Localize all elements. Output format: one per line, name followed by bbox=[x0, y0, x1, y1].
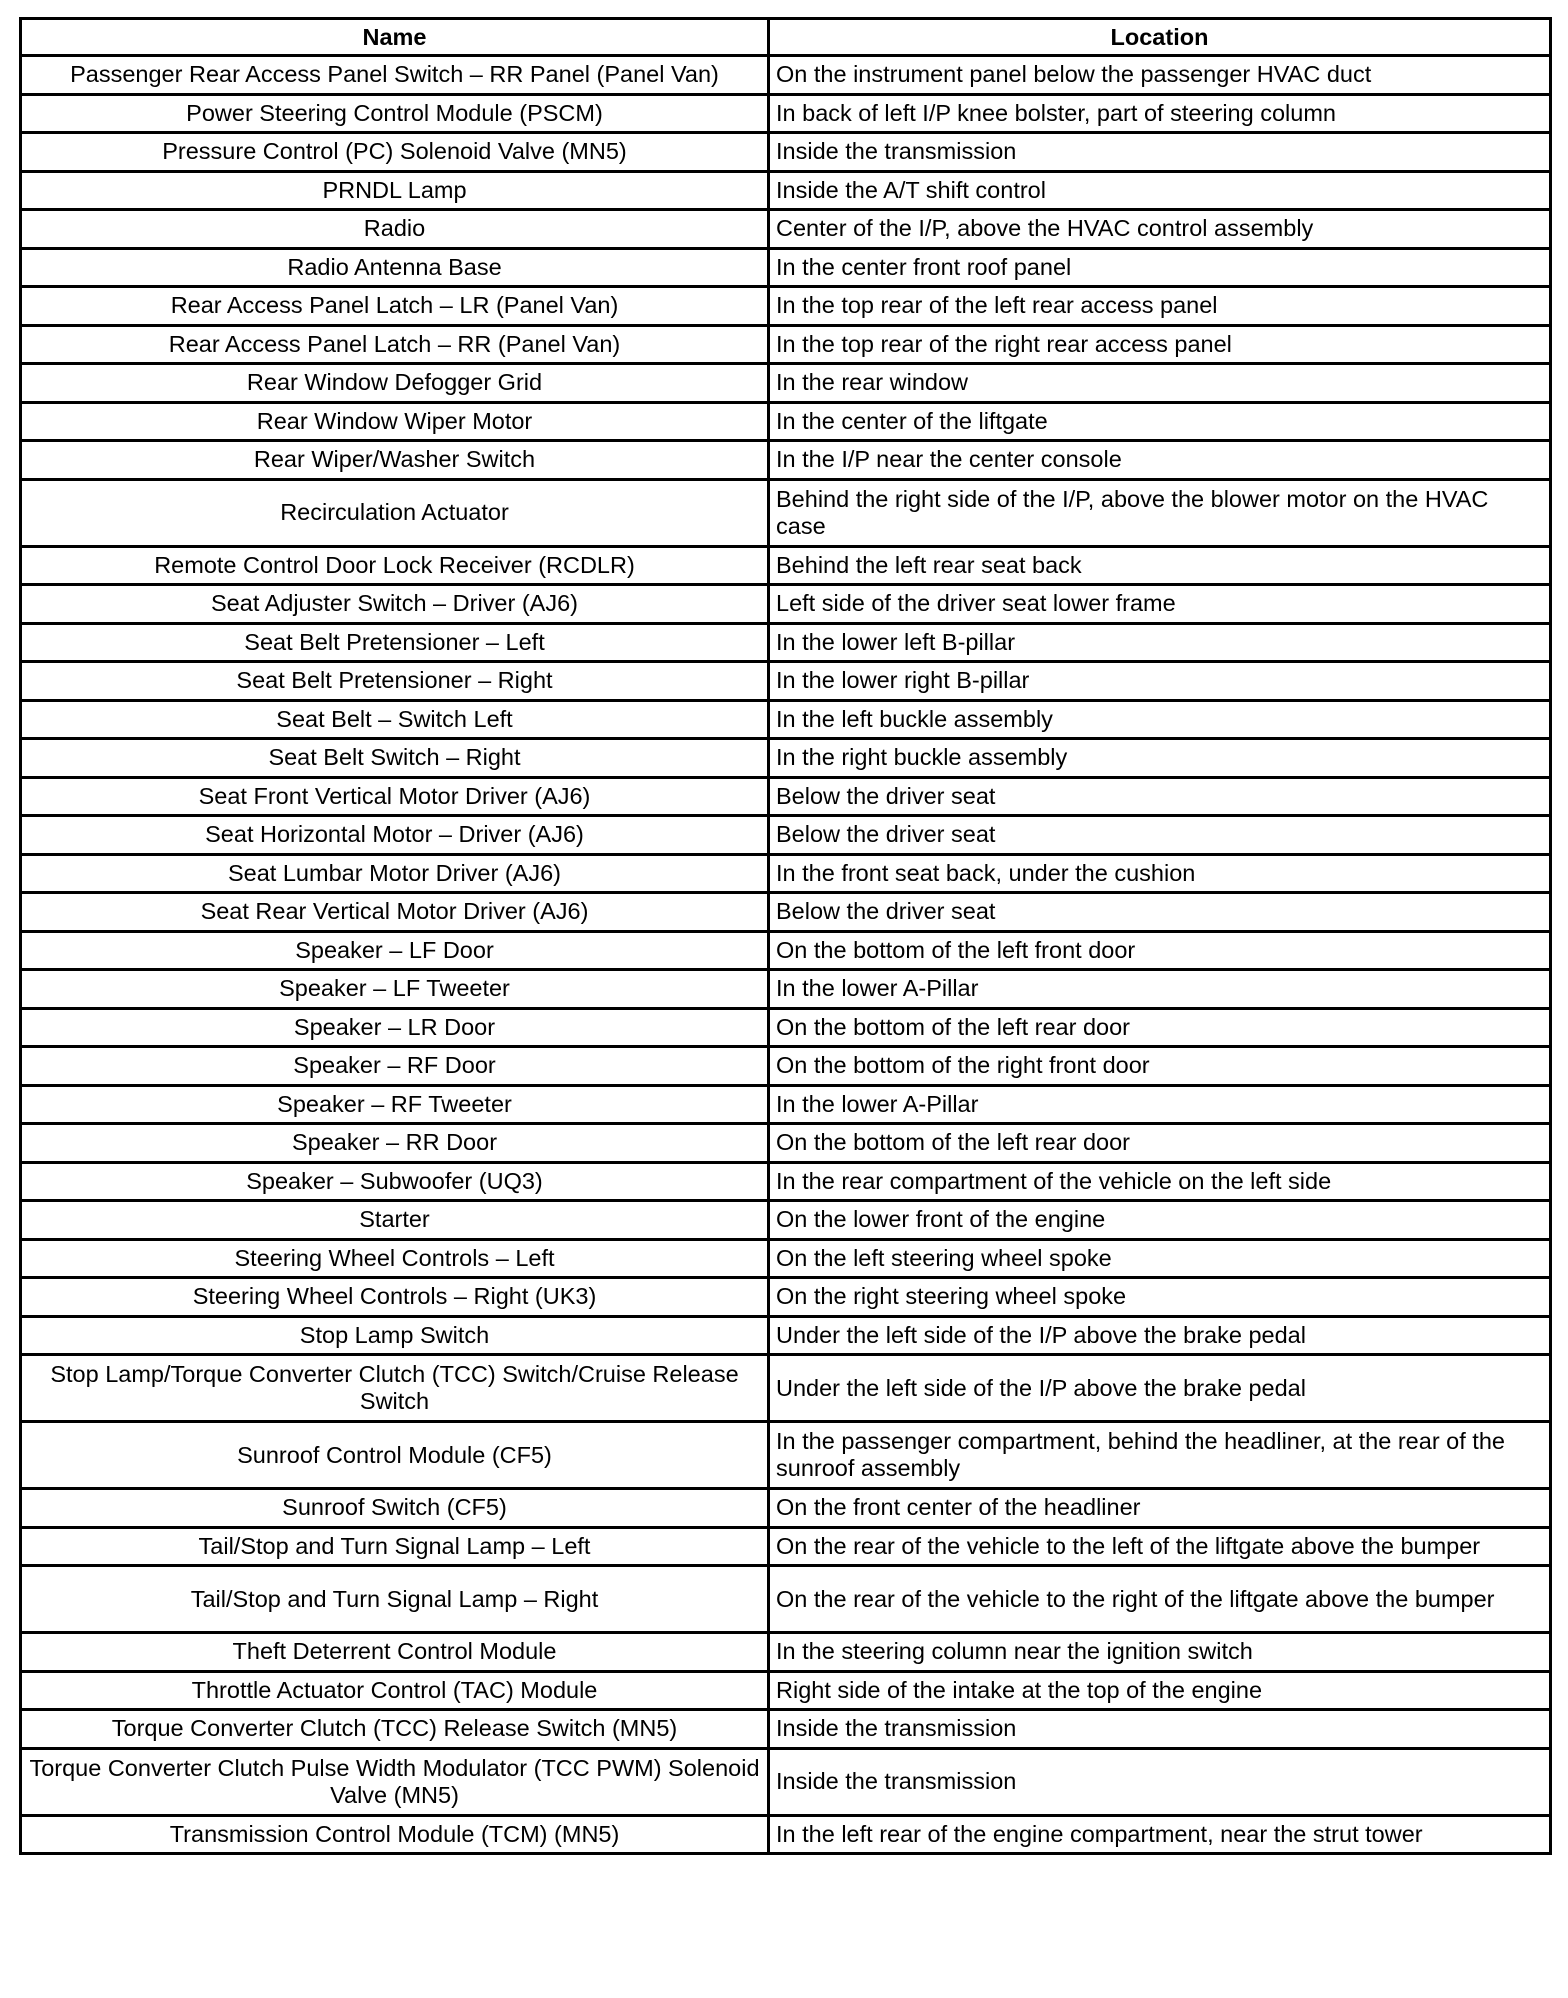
cell-name: Power Steering Control Module (PSCM) bbox=[21, 94, 769, 133]
cell-location: In the left buckle assembly bbox=[769, 700, 1551, 739]
cell-name: Speaker – LF Door bbox=[21, 931, 769, 970]
cell-name: Rear Window Wiper Motor bbox=[21, 402, 769, 441]
cell-name: Passenger Rear Access Panel Switch – RR Panel (Panel Van) bbox=[21, 56, 769, 95]
table-row bbox=[21, 1422, 1551, 1489]
cell-location: Center of the I/P, above the HVAC control assembly bbox=[769, 210, 1551, 249]
cell-name: Seat Adjuster Switch – Driver (AJ6) bbox=[21, 585, 769, 624]
cell-name: Tail/Stop and Turn Signal Lamp – Left bbox=[21, 1527, 769, 1566]
table-row bbox=[21, 325, 1551, 364]
table-row bbox=[21, 816, 1551, 855]
table-row bbox=[21, 777, 1551, 816]
table-row bbox=[21, 210, 1551, 249]
table-row bbox=[21, 248, 1551, 287]
cell-name: Seat Horizontal Motor – Driver (AJ6) bbox=[21, 816, 769, 855]
cell-location: In the lower A-Pillar bbox=[769, 970, 1551, 1009]
cell-location: Left side of the driver seat lower frame bbox=[769, 585, 1551, 624]
cell-name: Recirculation Actuator bbox=[21, 479, 769, 546]
cell-location: On the front center of the headliner bbox=[769, 1489, 1551, 1528]
table-row bbox=[21, 364, 1551, 403]
cell-location: In the right buckle assembly bbox=[769, 739, 1551, 778]
table-row bbox=[21, 931, 1551, 970]
table-row bbox=[21, 402, 1551, 441]
cell-location: In the top rear of the right rear access panel bbox=[769, 325, 1551, 364]
table-row bbox=[21, 546, 1551, 585]
cell-location: In the steering column near the ignition switch bbox=[769, 1633, 1551, 1672]
cell-name: Rear Access Panel Latch – RR (Panel Van) bbox=[21, 325, 769, 364]
table-row bbox=[21, 1278, 1551, 1317]
table-body bbox=[21, 56, 1551, 1854]
cell-location: In the lower right B-pillar bbox=[769, 662, 1551, 701]
cell-location: Behind the left rear seat back bbox=[769, 546, 1551, 585]
cell-name: Theft Deterrent Control Module bbox=[21, 1633, 769, 1672]
cell-location: In the passenger compartment, behind the headliner, at the rear of the sunroof assembly bbox=[769, 1422, 1551, 1489]
cell-location: Inside the transmission bbox=[769, 1748, 1551, 1815]
cell-name: Sunroof Switch (CF5) bbox=[21, 1489, 769, 1528]
table-row bbox=[21, 1815, 1551, 1854]
table-row bbox=[21, 1355, 1551, 1422]
cell-location: On the bottom of the left rear door bbox=[769, 1008, 1551, 1047]
table-row bbox=[21, 854, 1551, 893]
cell-name: Rear Wiper/Washer Switch bbox=[21, 441, 769, 480]
cell-location: In the left rear of the engine compartment, near the strut tower bbox=[769, 1815, 1551, 1854]
table-row bbox=[21, 1489, 1551, 1528]
table-row bbox=[21, 739, 1551, 778]
table-row bbox=[21, 171, 1551, 210]
table-row bbox=[21, 700, 1551, 739]
cell-location: In the front seat back, under the cushion bbox=[769, 854, 1551, 893]
cell-name: Rear Window Defogger Grid bbox=[21, 364, 769, 403]
column-header-location: Location bbox=[769, 19, 1551, 56]
cell-name: Remote Control Door Lock Receiver (RCDLR) bbox=[21, 546, 769, 585]
table-row bbox=[21, 1201, 1551, 1240]
table-row bbox=[21, 623, 1551, 662]
cell-name: Seat Belt Pretensioner – Right bbox=[21, 662, 769, 701]
table-row bbox=[21, 1710, 1551, 1749]
cell-location: Inside the transmission bbox=[769, 1710, 1551, 1749]
table-row bbox=[21, 1566, 1551, 1633]
cell-name: Speaker – RF Tweeter bbox=[21, 1085, 769, 1124]
table-row bbox=[21, 479, 1551, 546]
table-row bbox=[21, 1748, 1551, 1815]
cell-name: Rear Access Panel Latch – LR (Panel Van) bbox=[21, 287, 769, 326]
cell-location: On the left steering wheel spoke bbox=[769, 1239, 1551, 1278]
table-row bbox=[21, 1124, 1551, 1163]
cell-location: On the bottom of the right front door bbox=[769, 1047, 1551, 1086]
table-row bbox=[21, 1527, 1551, 1566]
cell-location: Right side of the intake at the top of the engine bbox=[769, 1671, 1551, 1710]
cell-location: In the lower left B-pillar bbox=[769, 623, 1551, 662]
cell-location: Below the driver seat bbox=[769, 816, 1551, 855]
cell-name: Stop Lamp/Torque Converter Clutch (TCC) Switch/Cruise Release Switch bbox=[21, 1355, 769, 1422]
component-location-table bbox=[19, 17, 1552, 1855]
cell-location: On the rear of the vehicle to the right of the liftgate above the bumper bbox=[769, 1566, 1551, 1633]
cell-name: Speaker – LR Door bbox=[21, 1008, 769, 1047]
cell-name: Torque Converter Clutch (TCC) Release Switch (MN5) bbox=[21, 1710, 769, 1749]
table-row bbox=[21, 585, 1551, 624]
cell-location: Inside the A/T shift control bbox=[769, 171, 1551, 210]
table-row bbox=[21, 1047, 1551, 1086]
cell-name: Speaker – RF Door bbox=[21, 1047, 769, 1086]
cell-name: Pressure Control (PC) Solenoid Valve (MN5) bbox=[21, 133, 769, 172]
cell-location: In the top rear of the left rear access panel bbox=[769, 287, 1551, 326]
cell-location: In the rear window bbox=[769, 364, 1551, 403]
cell-location: Under the left side of the I/P above the brake pedal bbox=[769, 1355, 1551, 1422]
cell-location: Below the driver seat bbox=[769, 893, 1551, 932]
cell-name: Tail/Stop and Turn Signal Lamp – Right bbox=[21, 1566, 769, 1633]
table-header-row bbox=[21, 19, 1551, 56]
table-row bbox=[21, 893, 1551, 932]
table-row bbox=[21, 133, 1551, 172]
table-row bbox=[21, 287, 1551, 326]
table-row bbox=[21, 1239, 1551, 1278]
cell-location: On the bottom of the left rear door bbox=[769, 1124, 1551, 1163]
cell-location: In the lower A-Pillar bbox=[769, 1085, 1551, 1124]
table-row bbox=[21, 1633, 1551, 1672]
cell-name: Steering Wheel Controls – Left bbox=[21, 1239, 769, 1278]
table-row bbox=[21, 441, 1551, 480]
component-location-table-container bbox=[19, 17, 1549, 1855]
cell-name: Starter bbox=[21, 1201, 769, 1240]
cell-location: In the rear compartment of the vehicle on the left side bbox=[769, 1162, 1551, 1201]
cell-name: Seat Lumbar Motor Driver (AJ6) bbox=[21, 854, 769, 893]
cell-name: Stop Lamp Switch bbox=[21, 1316, 769, 1355]
cell-location: On the rear of the vehicle to the left of the liftgate above the bumper bbox=[769, 1527, 1551, 1566]
cell-name: Radio Antenna Base bbox=[21, 248, 769, 287]
cell-name: Seat Rear Vertical Motor Driver (AJ6) bbox=[21, 893, 769, 932]
cell-location: On the lower front of the engine bbox=[769, 1201, 1551, 1240]
table-row bbox=[21, 1085, 1551, 1124]
cell-name: PRNDL Lamp bbox=[21, 171, 769, 210]
cell-name: Speaker – RR Door bbox=[21, 1124, 769, 1163]
cell-location: In back of left I/P knee bolster, part of steering column bbox=[769, 94, 1551, 133]
table-row bbox=[21, 94, 1551, 133]
cell-name: Seat Front Vertical Motor Driver (AJ6) bbox=[21, 777, 769, 816]
cell-name: Steering Wheel Controls – Right (UK3) bbox=[21, 1278, 769, 1317]
table-row bbox=[21, 1316, 1551, 1355]
cell-name: Speaker – Subwoofer (UQ3) bbox=[21, 1162, 769, 1201]
cell-name: Torque Converter Clutch Pulse Width Modulator (TCC PWM) Solenoid Valve (MN5) bbox=[21, 1748, 769, 1815]
cell-location: In the center front roof panel bbox=[769, 248, 1551, 287]
cell-location: In the center of the liftgate bbox=[769, 402, 1551, 441]
table-row bbox=[21, 1008, 1551, 1047]
table-row bbox=[21, 1671, 1551, 1710]
cell-name: Seat Belt Pretensioner – Left bbox=[21, 623, 769, 662]
cell-location: Below the driver seat bbox=[769, 777, 1551, 816]
cell-name: Transmission Control Module (TCM) (MN5) bbox=[21, 1815, 769, 1854]
cell-location: Under the left side of the I/P above the brake pedal bbox=[769, 1316, 1551, 1355]
cell-location: In the I/P near the center console bbox=[769, 441, 1551, 480]
cell-location: On the bottom of the left front door bbox=[769, 931, 1551, 970]
table-row bbox=[21, 1162, 1551, 1201]
cell-name: Throttle Actuator Control (TAC) Module bbox=[21, 1671, 769, 1710]
cell-name: Seat Belt Switch – Right bbox=[21, 739, 769, 778]
cell-location: Behind the right side of the I/P, above the blower motor on the HVAC case bbox=[769, 479, 1551, 546]
cell-name: Speaker – LF Tweeter bbox=[21, 970, 769, 1009]
table-row bbox=[21, 56, 1551, 95]
table-row bbox=[21, 970, 1551, 1009]
cell-location: On the right steering wheel spoke bbox=[769, 1278, 1551, 1317]
cell-name: Seat Belt – Switch Left bbox=[21, 700, 769, 739]
cell-location: Inside the transmission bbox=[769, 133, 1551, 172]
cell-name: Sunroof Control Module (CF5) bbox=[21, 1422, 769, 1489]
table-row bbox=[21, 662, 1551, 701]
cell-location: On the instrument panel below the passenger HVAC duct bbox=[769, 56, 1551, 95]
column-header-name: Name bbox=[21, 19, 769, 56]
cell-name: Radio bbox=[21, 210, 769, 249]
